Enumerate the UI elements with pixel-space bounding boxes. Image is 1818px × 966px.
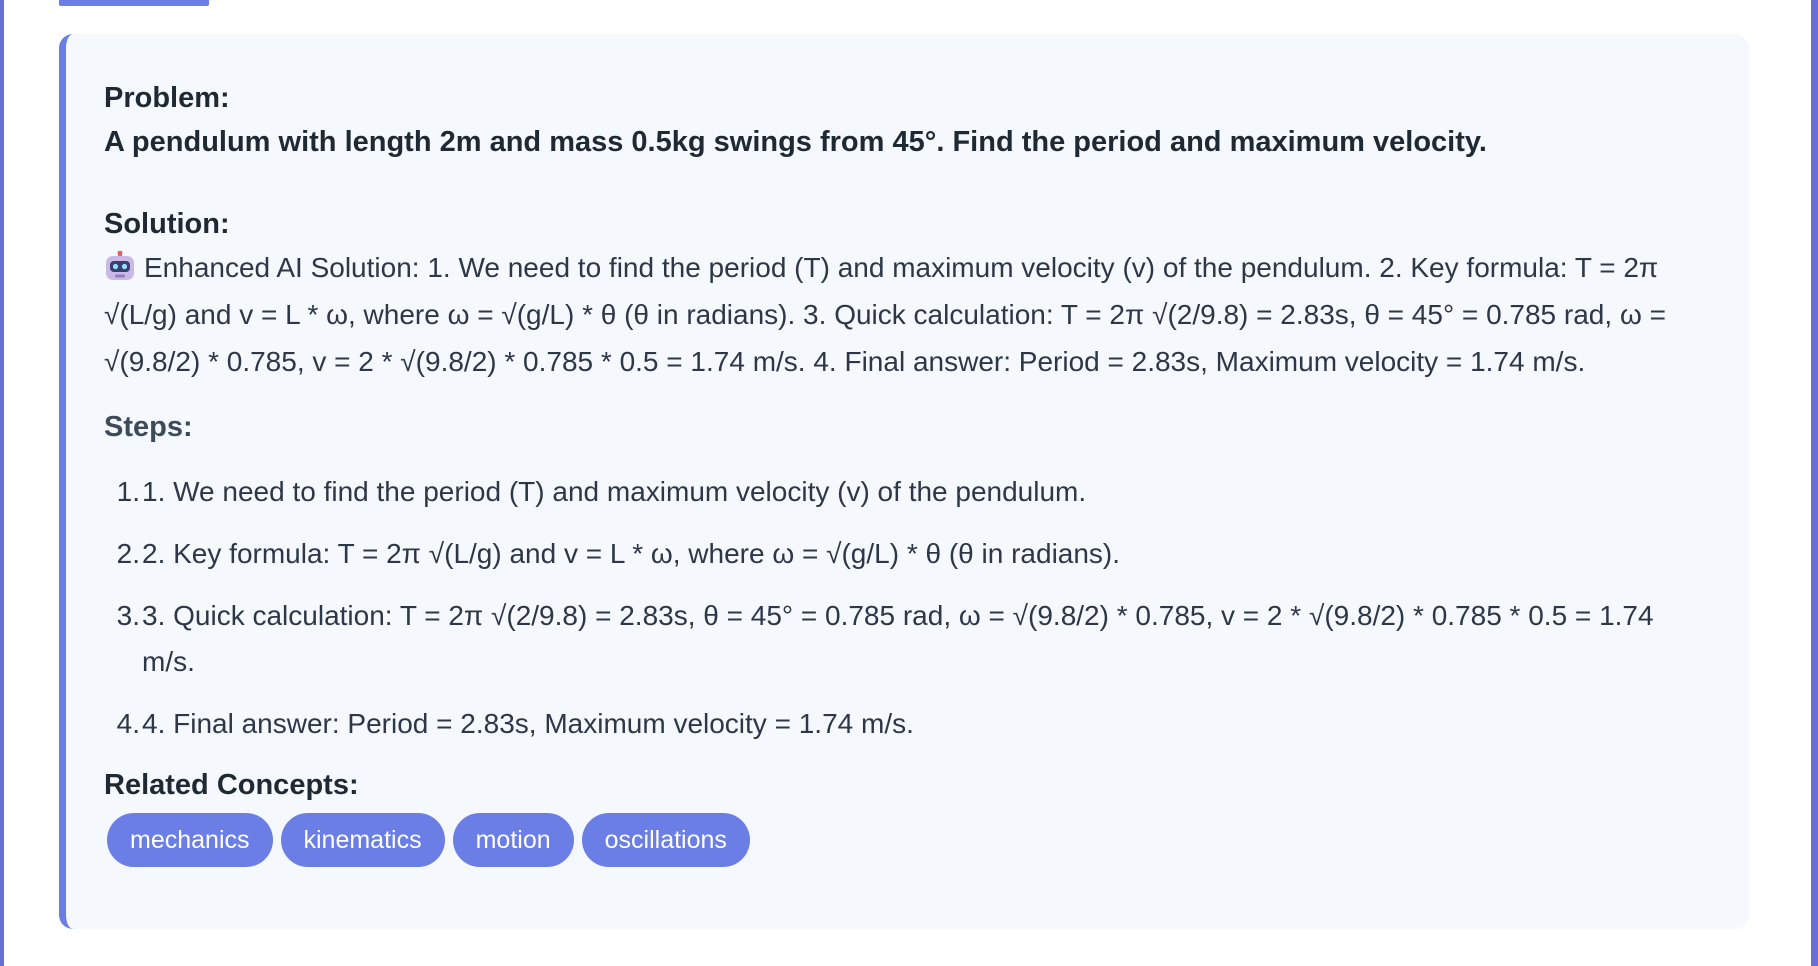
problem-text: A pendulum with length 2m and mass 0.5kg swings from 45°. Find the period and maximum velocity. xyxy=(104,126,1487,158)
page xyxy=(4,0,1811,966)
steps-list xyxy=(104,469,1709,747)
step-text: 4. Final answer: Period = 2.83s, Maximum velocity = 1.74 m/s. xyxy=(142,708,914,739)
step-number: 1. xyxy=(116,476,140,507)
solution-body xyxy=(104,244,1709,385)
step-item xyxy=(104,701,1709,747)
step-item xyxy=(104,593,1709,685)
concept-tags xyxy=(107,813,1709,867)
step-text: 1. We need to find the period (T) and maximum velocity (v) of the pendulum. xyxy=(142,476,1087,507)
concept-tag-motion[interactable]: motion xyxy=(453,813,574,867)
step-text: 2. Key formula: T = 2π √(L/g) and v = L * ω, where ω = √(g/L) * θ (θ in radians). xyxy=(142,538,1121,569)
concept-tag-mechanics[interactable]: mechanics xyxy=(107,813,273,867)
solution-text: Enhanced AI Solution: 1. We need to find the period (T) and maximum velocity (v) of the pendulum. 2. Key formula: T = 2π √(L/g) and v = L * ω, where ω = √(g/L) * θ (θ in radians). 3. Quick calculation: T = 2π √(2/9.8) = 2.83s, θ = 45° = 0.785 rad, ω = √(9.8/2) * 0.785, v = 2 * √(9.8/2) * 0.785 * 0.5 = 1.74 m/s. 4. Final answer: Period = 2.83s, Maximum velocity = 1.74 m/s. xyxy=(104,252,1666,377)
solution-card xyxy=(59,34,1749,929)
concept-tag-kinematics[interactable]: kinematics xyxy=(281,813,445,867)
step-number: 2. xyxy=(116,538,140,569)
concept-tag-oscillations[interactable]: oscillations xyxy=(582,813,750,867)
step-number: 3. xyxy=(116,600,140,631)
step-item xyxy=(104,531,1709,577)
solution-heading: Solution: xyxy=(104,208,230,240)
robot-icon xyxy=(104,248,136,278)
active-tab-indicator xyxy=(59,0,209,6)
step-number: 4. xyxy=(116,708,140,739)
step-item xyxy=(104,469,1709,515)
problem-heading: Problem: xyxy=(104,82,230,114)
related-concepts-heading: Related Concepts: xyxy=(104,769,359,801)
step-text: 3. Quick calculation: T = 2π √(2/9.8) = 2.83s, θ = 45° = 0.785 rad, ω = √(9.8/2) * 0.785, v = 2 * √(9.8/2) * 0.785 * 0.5 = 1.74 m/s. xyxy=(142,600,1654,677)
steps-heading: Steps: xyxy=(104,411,193,443)
